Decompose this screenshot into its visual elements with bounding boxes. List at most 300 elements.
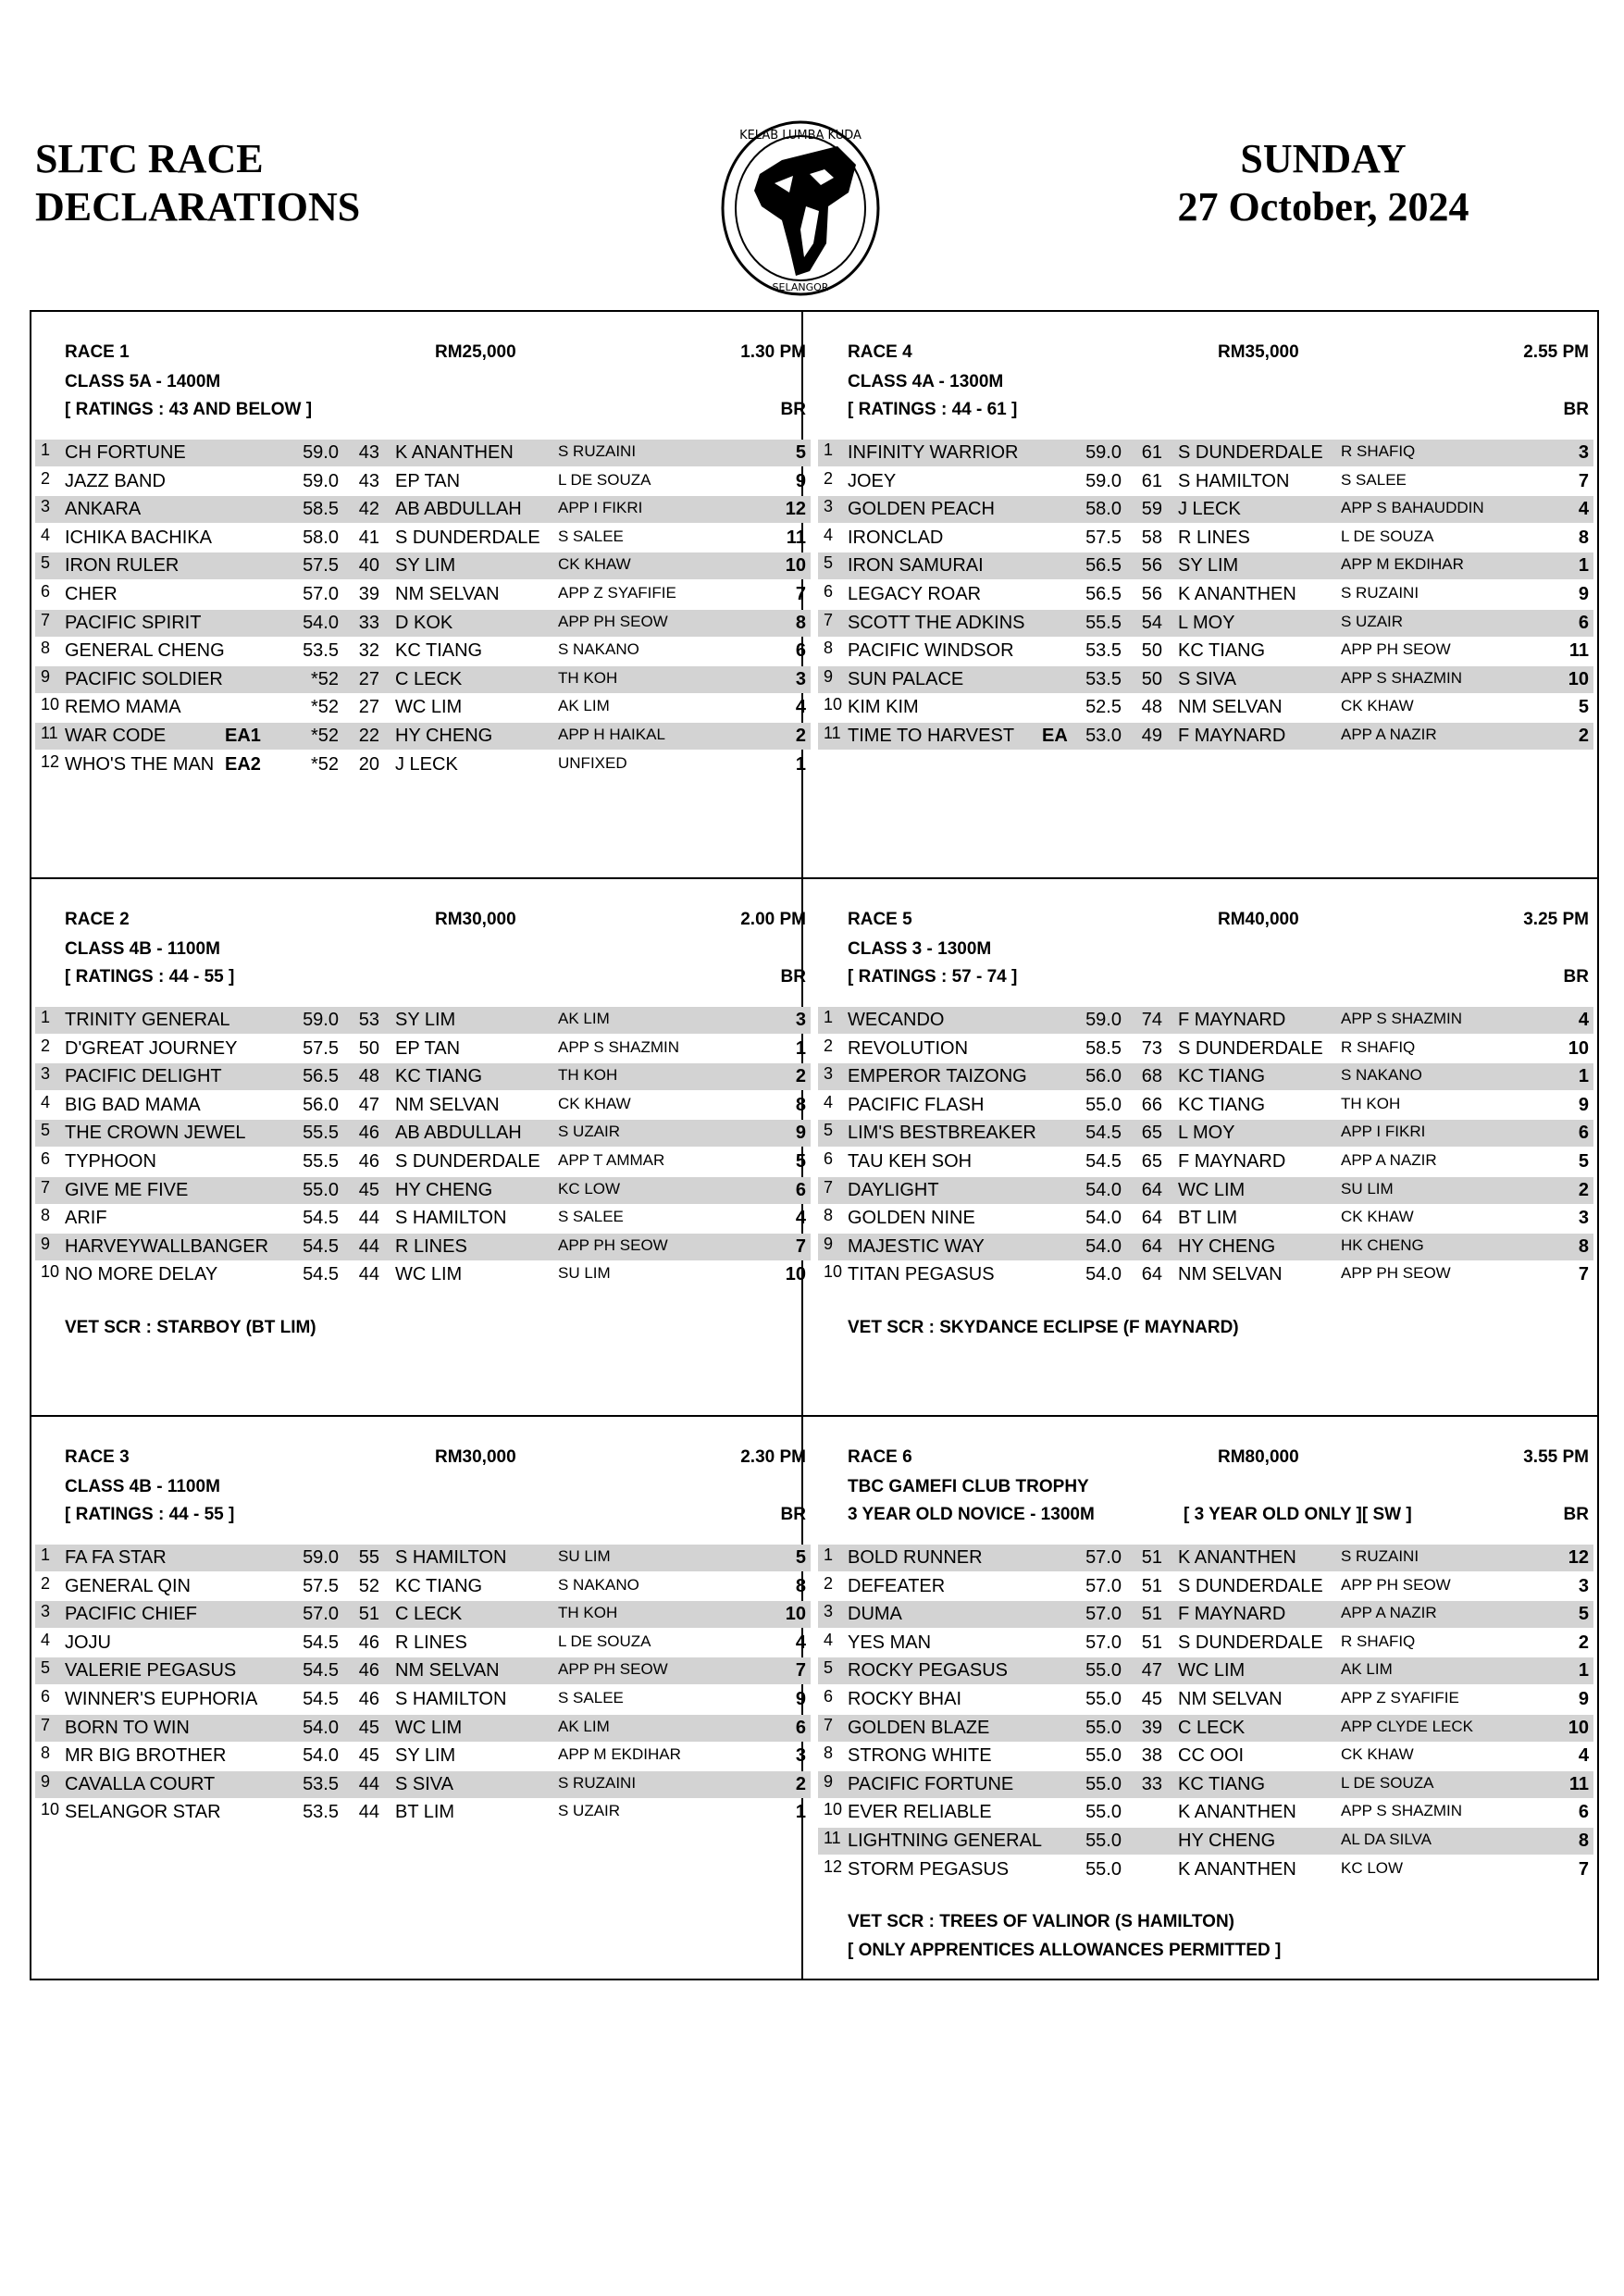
- jockey: NM SELVAN: [395, 1660, 500, 1682]
- barrier: 7: [795, 1235, 806, 1257]
- horse-name: D'GREAT JOURNEY: [65, 1037, 238, 1059]
- horse-name: DUMA: [848, 1604, 902, 1625]
- horse-name: DEFEATER: [848, 1575, 946, 1596]
- weight: 57.0: [1085, 1632, 1122, 1653]
- race-number: RACE 3: [65, 1447, 130, 1467]
- horse-name: GOLDEN NINE: [848, 1208, 975, 1229]
- barrier: 11: [1568, 640, 1589, 662]
- barrier: 1: [1578, 555, 1589, 577]
- entry-row: [35, 1092, 811, 1119]
- rating: 47: [358, 1094, 379, 1115]
- entry-number: 8: [824, 1206, 834, 1225]
- rating: 64: [1141, 1235, 1162, 1257]
- barrier: 2: [795, 1066, 806, 1087]
- jockey: F MAYNARD: [1178, 1151, 1286, 1172]
- trainer: CK KHAW: [1341, 697, 1414, 715]
- weight: 57.0: [1085, 1547, 1122, 1568]
- horse-name: YES MAN: [848, 1632, 932, 1653]
- entry-row: [818, 1715, 1593, 1742]
- jockey: R LINES: [1178, 527, 1250, 548]
- grid-divider-horizontal-1: [30, 877, 1599, 879]
- rating: 48: [1141, 697, 1162, 718]
- weight: 55.5: [303, 1151, 339, 1172]
- entry-row: [818, 1234, 1593, 1260]
- barrier: 8: [795, 1094, 806, 1115]
- jockey: BT LIM: [395, 1802, 455, 1823]
- entry-number: 11: [41, 724, 58, 742]
- trainer: TH KOH: [558, 1066, 618, 1085]
- entry-number: 3: [824, 497, 834, 516]
- rating: 44: [358, 1208, 379, 1229]
- entry-number: 7: [41, 1715, 51, 1734]
- horse-name: BOLD RUNNER: [848, 1547, 983, 1568]
- entry-number: 3: [824, 1064, 834, 1084]
- race-class: CLASS 3 - 1300M: [848, 939, 992, 959]
- rating: 45: [358, 1717, 379, 1738]
- jockey: KC TIANG: [395, 640, 483, 662]
- race-panel: [35, 910, 811, 1391]
- entry-row: [818, 496, 1593, 523]
- entry-number: 1: [824, 1545, 834, 1564]
- trainer: APP PH SEOW: [1341, 640, 1451, 659]
- entry-number: 1: [824, 441, 834, 459]
- trainer: TH KOH: [558, 1604, 618, 1622]
- entry-row: [35, 1657, 811, 1684]
- barrier: 1: [1578, 1066, 1589, 1087]
- entry-row: [35, 751, 811, 778]
- barrier: 3: [795, 1010, 806, 1030]
- barrier: 1: [1578, 1660, 1589, 1682]
- rating: 51: [1141, 1604, 1162, 1625]
- weight: 55.0: [1085, 1802, 1122, 1823]
- jockey: F MAYNARD: [1178, 1604, 1286, 1625]
- barrier-header: BR: [780, 967, 806, 987]
- entry-row: [35, 1063, 811, 1090]
- weight: 54.5: [303, 1632, 339, 1653]
- jockey: J LECK: [1178, 499, 1241, 520]
- entry-row: [35, 1771, 811, 1798]
- trainer: S UZAIR: [1341, 612, 1404, 630]
- entry-number: 10: [41, 1262, 60, 1282]
- trainer: S SALEE: [1341, 470, 1407, 489]
- entry-number: 6: [41, 1687, 51, 1706]
- jockey: C LECK: [395, 1604, 463, 1625]
- race-number: RACE 2: [65, 910, 130, 929]
- barrier: 2: [795, 726, 806, 746]
- jockey: S DUNDERDALE: [395, 527, 540, 548]
- entry-number: 6: [824, 582, 834, 601]
- jockey: EP TAN: [395, 1037, 461, 1059]
- barrier: 11: [786, 527, 806, 548]
- weight: 56.5: [303, 1066, 339, 1087]
- entry-row: [35, 440, 811, 466]
- jockey: S DUNDERDALE: [395, 1151, 540, 1172]
- barrier: 9: [1578, 1689, 1589, 1709]
- entry-row: [818, 1148, 1593, 1175]
- entry-number: 7: [824, 1715, 834, 1734]
- weight: 53.5: [303, 1773, 339, 1794]
- jockey: S DUNDERDALE: [1178, 1037, 1323, 1059]
- race-ratings: [ RATINGS : 44 - 61 ]: [848, 400, 1018, 419]
- barrier: 8: [795, 612, 806, 633]
- trainer: APP PH SEOW: [1341, 1264, 1451, 1283]
- entry-row: [818, 1630, 1593, 1657]
- trainer: APP Z SYAFIFIE: [1341, 1689, 1459, 1706]
- trainer: AK LIM: [558, 1717, 610, 1735]
- rating: 32: [358, 640, 379, 662]
- rating: 58: [1141, 527, 1162, 548]
- jockey: WC LIM: [395, 697, 463, 718]
- entry-row: [35, 525, 811, 552]
- weight: 55.5: [1085, 612, 1122, 633]
- entry-row: [818, 440, 1593, 466]
- entry-number: 9: [41, 666, 51, 686]
- weight: 53.5: [1085, 640, 1122, 662]
- trainer: KC LOW: [1341, 1858, 1404, 1877]
- jockey: S HAMILTON: [395, 1208, 507, 1229]
- jockey: L MOY: [1178, 1123, 1235, 1144]
- entry-number: 9: [41, 1771, 51, 1791]
- barrier-header: BR: [1563, 967, 1589, 987]
- rating: 51: [1141, 1547, 1162, 1568]
- race-class: CLASS 4B - 1100M: [65, 939, 220, 959]
- weight: 57.5: [303, 1575, 339, 1596]
- trainer: CK KHAW: [558, 555, 631, 574]
- horse-name: THE CROWN JEWEL: [65, 1123, 246, 1144]
- race-number: RACE 5: [848, 910, 912, 929]
- entry-row: [818, 1856, 1593, 1883]
- race-prize: RM30,000: [435, 1447, 516, 1467]
- rating: 55: [358, 1547, 379, 1568]
- entry-row: [818, 1120, 1593, 1147]
- jockey: S SIVA: [1178, 668, 1236, 689]
- horse-name: JOJU: [65, 1632, 111, 1653]
- entry-row: [818, 1828, 1593, 1855]
- rating: 47: [1141, 1660, 1162, 1682]
- entry-number: 8: [824, 1744, 834, 1763]
- barrier: 5: [1578, 1604, 1589, 1625]
- horse-name: EMPEROR TAIZONG: [848, 1066, 1027, 1087]
- horse-name: KIM KIM: [848, 697, 919, 718]
- race-day: SUNDAY: [1240, 136, 1407, 181]
- weight: 56.0: [1085, 1066, 1122, 1087]
- race-panel: [818, 910, 1593, 1391]
- rating: 46: [358, 1151, 379, 1172]
- entry-row: [35, 1601, 811, 1628]
- trainer: APP H HAIKAL: [558, 726, 665, 743]
- horse-name: TYPHOON: [65, 1151, 156, 1172]
- title-line-1: SLTC RACE: [35, 136, 264, 181]
- jockey: HY CHENG: [1178, 1235, 1276, 1257]
- rating: 33: [1141, 1773, 1162, 1794]
- entry-row: [818, 1771, 1593, 1798]
- weight: 56.0: [303, 1094, 339, 1115]
- trainer: S RUZAINI: [1341, 1547, 1419, 1565]
- weight: 55.0: [1085, 1717, 1122, 1738]
- jockey: HY CHENG: [1178, 1831, 1276, 1851]
- horse-name: VALERIE PEGASUS: [65, 1660, 237, 1682]
- rating: 56: [1141, 584, 1162, 604]
- trainer: S RUZAINI: [1341, 584, 1419, 602]
- entry-number: 10: [824, 695, 843, 714]
- race-time: 2.00 PM: [740, 910, 806, 929]
- barrier: 4: [1578, 1745, 1589, 1767]
- entry-number: 2: [41, 1573, 51, 1593]
- horse-name: STRONG WHITE: [848, 1745, 992, 1767]
- jockey: HY CHENG: [395, 726, 493, 746]
- horse-name: GOLDEN BLAZE: [848, 1717, 990, 1738]
- horse-name: NO MORE DELAY: [65, 1264, 218, 1285]
- barrier: 7: [1578, 1264, 1589, 1285]
- horse-name: LEGACY ROAR: [848, 584, 982, 604]
- trainer: APP I FIKRI: [1341, 1123, 1426, 1141]
- race-class: CLASS 4A - 1300M: [848, 372, 1004, 391]
- trainer: APP I FIKRI: [558, 499, 643, 517]
- horse-name: CHER: [65, 584, 118, 604]
- horse-name: LIGHTNING GENERAL: [848, 1831, 1043, 1851]
- svg-text:KELAB LUMBA KUDA: KELAB LUMBA KUDA: [739, 129, 862, 143]
- trainer: KC LOW: [558, 1179, 621, 1198]
- barrier-header: BR: [780, 400, 806, 419]
- rating: 51: [1141, 1632, 1162, 1653]
- barrier: 3: [1578, 1575, 1589, 1596]
- entry-row: [35, 1573, 811, 1600]
- barrier: 4: [795, 1632, 806, 1653]
- race-class: CLASS 5A - 1400M: [65, 372, 221, 391]
- barrier: 2: [1578, 1179, 1589, 1200]
- weight: 54.5: [303, 1689, 339, 1709]
- barrier: 9: [1578, 584, 1589, 604]
- entry-row: [35, 1743, 811, 1769]
- barrier: 10: [1568, 668, 1589, 689]
- barrier: 9: [795, 1123, 806, 1144]
- entry-row: [818, 694, 1593, 721]
- trainer: APP T AMMAR: [558, 1151, 665, 1169]
- weight: 53.5: [1085, 668, 1122, 689]
- entry-number: 2: [824, 1573, 834, 1593]
- entry-row: [35, 552, 811, 579]
- barrier: 5: [1578, 697, 1589, 718]
- barrier: 7: [795, 584, 806, 604]
- weight: 55.5: [303, 1123, 339, 1144]
- entry-number: 10: [41, 1800, 60, 1819]
- weight: 55.0: [1085, 1689, 1122, 1709]
- horse-name: WAR CODE: [65, 726, 167, 746]
- trainer: APP A NAZIR: [1341, 1604, 1437, 1622]
- trainer: R SHAFIQ: [1341, 1037, 1416, 1056]
- jockey: AB ABDULLAH: [395, 499, 522, 520]
- weight: 54.0: [303, 612, 339, 633]
- entry-row: [35, 1261, 811, 1288]
- weight: 57.0: [303, 1604, 339, 1625]
- entry-row: [818, 1686, 1593, 1713]
- weight: *52: [310, 726, 339, 746]
- rating: 42: [358, 499, 379, 520]
- horse-name: STORM PEGASUS: [848, 1858, 1010, 1880]
- horse-name: REMO MAMA: [65, 697, 181, 718]
- trainer: TH KOH: [1341, 1094, 1401, 1112]
- entry-number: 11: [824, 724, 841, 742]
- weight: 54.0: [303, 1717, 339, 1738]
- jockey: NM SELVAN: [1178, 1689, 1283, 1709]
- weight: 55.0: [1085, 1745, 1122, 1767]
- entry-row: [818, 1177, 1593, 1204]
- jockey: NM SELVAN: [395, 584, 500, 604]
- weight: 55.0: [1085, 1660, 1122, 1682]
- horse-name: FA FA STAR: [65, 1547, 167, 1568]
- barrier: 12: [785, 499, 806, 520]
- trainer: UNFIXED: [558, 753, 627, 772]
- entry-row: [35, 581, 811, 608]
- weight: 54.0: [1085, 1208, 1122, 1229]
- horse-name: JOEY: [848, 470, 897, 491]
- barrier: 4: [1578, 1010, 1589, 1030]
- rating: 56: [1141, 555, 1162, 577]
- rating: 43: [358, 442, 379, 463]
- barrier: 6: [1578, 1802, 1589, 1823]
- jockey: S HAMILTON: [1178, 470, 1290, 491]
- horse-name: TIME TO HARVEST: [848, 726, 1015, 746]
- trainer: APP PH SEOW: [558, 612, 668, 630]
- weight: 57.5: [303, 555, 339, 577]
- weight: 54.0: [1085, 1235, 1122, 1257]
- rating: 64: [1141, 1208, 1162, 1229]
- weight: 59.0: [1085, 442, 1122, 463]
- entry-number: 8: [824, 639, 834, 658]
- rating: 59: [1141, 499, 1162, 520]
- jockey: KC TIANG: [1178, 1094, 1266, 1115]
- entry-row: [35, 723, 811, 750]
- club-logo: [717, 118, 884, 299]
- horse-name: TITAN PEGASUS: [848, 1264, 995, 1285]
- rating: 40: [358, 555, 379, 577]
- jockey: S SIVA: [395, 1773, 453, 1794]
- entry-row: [35, 1177, 811, 1204]
- barrier-header: BR: [1563, 400, 1589, 419]
- entry-number: 5: [824, 1121, 834, 1140]
- trainer: AL DA SILVA: [1341, 1831, 1432, 1848]
- horse-name: GENERAL QIN: [65, 1575, 191, 1596]
- race-prize: RM40,000: [1218, 910, 1299, 929]
- jockey: KC TIANG: [395, 1066, 483, 1087]
- race-time: 2.30 PM: [740, 1447, 806, 1467]
- jockey: C LECK: [1178, 1717, 1246, 1738]
- rating: 22: [358, 726, 379, 746]
- entry-number: 5: [41, 553, 51, 573]
- rating: 45: [358, 1745, 379, 1767]
- svg-text:SELANGOR: SELANGOR: [772, 281, 829, 293]
- barrier: 10: [1568, 1037, 1589, 1059]
- page-title: [35, 135, 360, 231]
- race-note: [ ONLY APPRENTICES ALLOWANCES PERMITTED ]: [848, 1941, 1282, 1961]
- trainer: APP CLYDE LECK: [1341, 1717, 1473, 1735]
- jockey: SY LIM: [395, 1745, 456, 1767]
- horse-name: PACIFIC SOLDIER: [65, 668, 223, 689]
- entry-number: 12: [41, 751, 60, 771]
- trainer: CK KHAW: [1341, 1745, 1414, 1764]
- entry-row: [818, 1657, 1593, 1684]
- horse-name: WINNER'S EUPHORIA: [65, 1689, 258, 1709]
- barrier-header: BR: [780, 1505, 806, 1524]
- horse-name: SCOTT THE ADKINS: [848, 612, 1025, 633]
- horse-name: ICHIKA BACHIKA: [65, 527, 212, 548]
- entry-row: [818, 1545, 1593, 1571]
- horse-name: SELANGOR STAR: [65, 1802, 221, 1823]
- weight: 54.5: [1085, 1151, 1122, 1172]
- barrier: 1: [795, 1802, 806, 1823]
- entry-row: [35, 1630, 811, 1657]
- barrier: 6: [795, 1179, 806, 1200]
- entry-row: [35, 1148, 811, 1175]
- race-number: RACE 4: [848, 342, 912, 362]
- barrier: 5: [795, 442, 806, 463]
- race-note: VET SCR : SKYDANCE ECLIPSE (F MAYNARD): [848, 1318, 1239, 1337]
- horse-name: GIVE ME FIVE: [65, 1179, 189, 1200]
- horse-name: BIG BAD MAMA: [65, 1094, 201, 1115]
- entry-row: [35, 610, 811, 637]
- rating: 44: [358, 1264, 379, 1285]
- trainer: AK LIM: [558, 1010, 610, 1027]
- rating: 39: [358, 584, 379, 604]
- entry-number: 5: [824, 1658, 834, 1678]
- entry-number: 12: [824, 1856, 843, 1876]
- trainer: S UZAIR: [558, 1123, 621, 1141]
- entry-row: [35, 1234, 811, 1260]
- entry-number: 3: [41, 1064, 51, 1084]
- weight: 58.0: [1085, 499, 1122, 520]
- rating: 46: [358, 1689, 379, 1709]
- race-panel: [818, 342, 1593, 824]
- weight: 53.0: [1085, 726, 1122, 746]
- trainer: HK CHENG: [1341, 1235, 1424, 1254]
- entry-row: [35, 694, 811, 721]
- weight: 57.0: [1085, 1604, 1122, 1625]
- entry-row: [818, 638, 1593, 664]
- entry-number: 2: [41, 1036, 51, 1055]
- entry-number: 11: [824, 1829, 841, 1847]
- jockey: NM SELVAN: [1178, 1264, 1283, 1285]
- rating: 48: [358, 1066, 379, 1087]
- entry-row: [818, 1743, 1593, 1769]
- barrier: 7: [795, 1660, 806, 1682]
- rating: 27: [358, 668, 379, 689]
- rating: 50: [358, 1037, 379, 1059]
- race-panel: [35, 1447, 811, 1929]
- barrier: 7: [1578, 1858, 1589, 1880]
- barrier: 5: [795, 1151, 806, 1172]
- jockey: NM SELVAN: [395, 1094, 500, 1115]
- jockey: AB ABDULLAH: [395, 1123, 522, 1144]
- entry-row: [818, 1092, 1593, 1119]
- jockey: SY LIM: [395, 555, 456, 577]
- jockey: K ANANTHEN: [1178, 1802, 1296, 1823]
- race-ratings: [ RATINGS : 57 - 74 ]: [848, 967, 1018, 987]
- weight: 59.0: [303, 1547, 339, 1568]
- grid-divider-horizontal-2: [30, 1415, 1599, 1417]
- jockey: KC TIANG: [1178, 1066, 1266, 1087]
- rating: 46: [358, 1660, 379, 1682]
- rating: 61: [1141, 470, 1162, 491]
- weight: 57.5: [303, 1037, 339, 1059]
- weight: 58.5: [1085, 1037, 1122, 1059]
- rating: 45: [358, 1179, 379, 1200]
- trainer: APP Z SYAFIFIE: [558, 584, 676, 602]
- emergency-acceptor: EA2: [225, 753, 261, 775]
- entry-row: [818, 1601, 1593, 1628]
- rating: 74: [1141, 1010, 1162, 1030]
- entry-row: [818, 666, 1593, 693]
- race-note: VET SCR : STARBOY (BT LIM): [65, 1318, 316, 1337]
